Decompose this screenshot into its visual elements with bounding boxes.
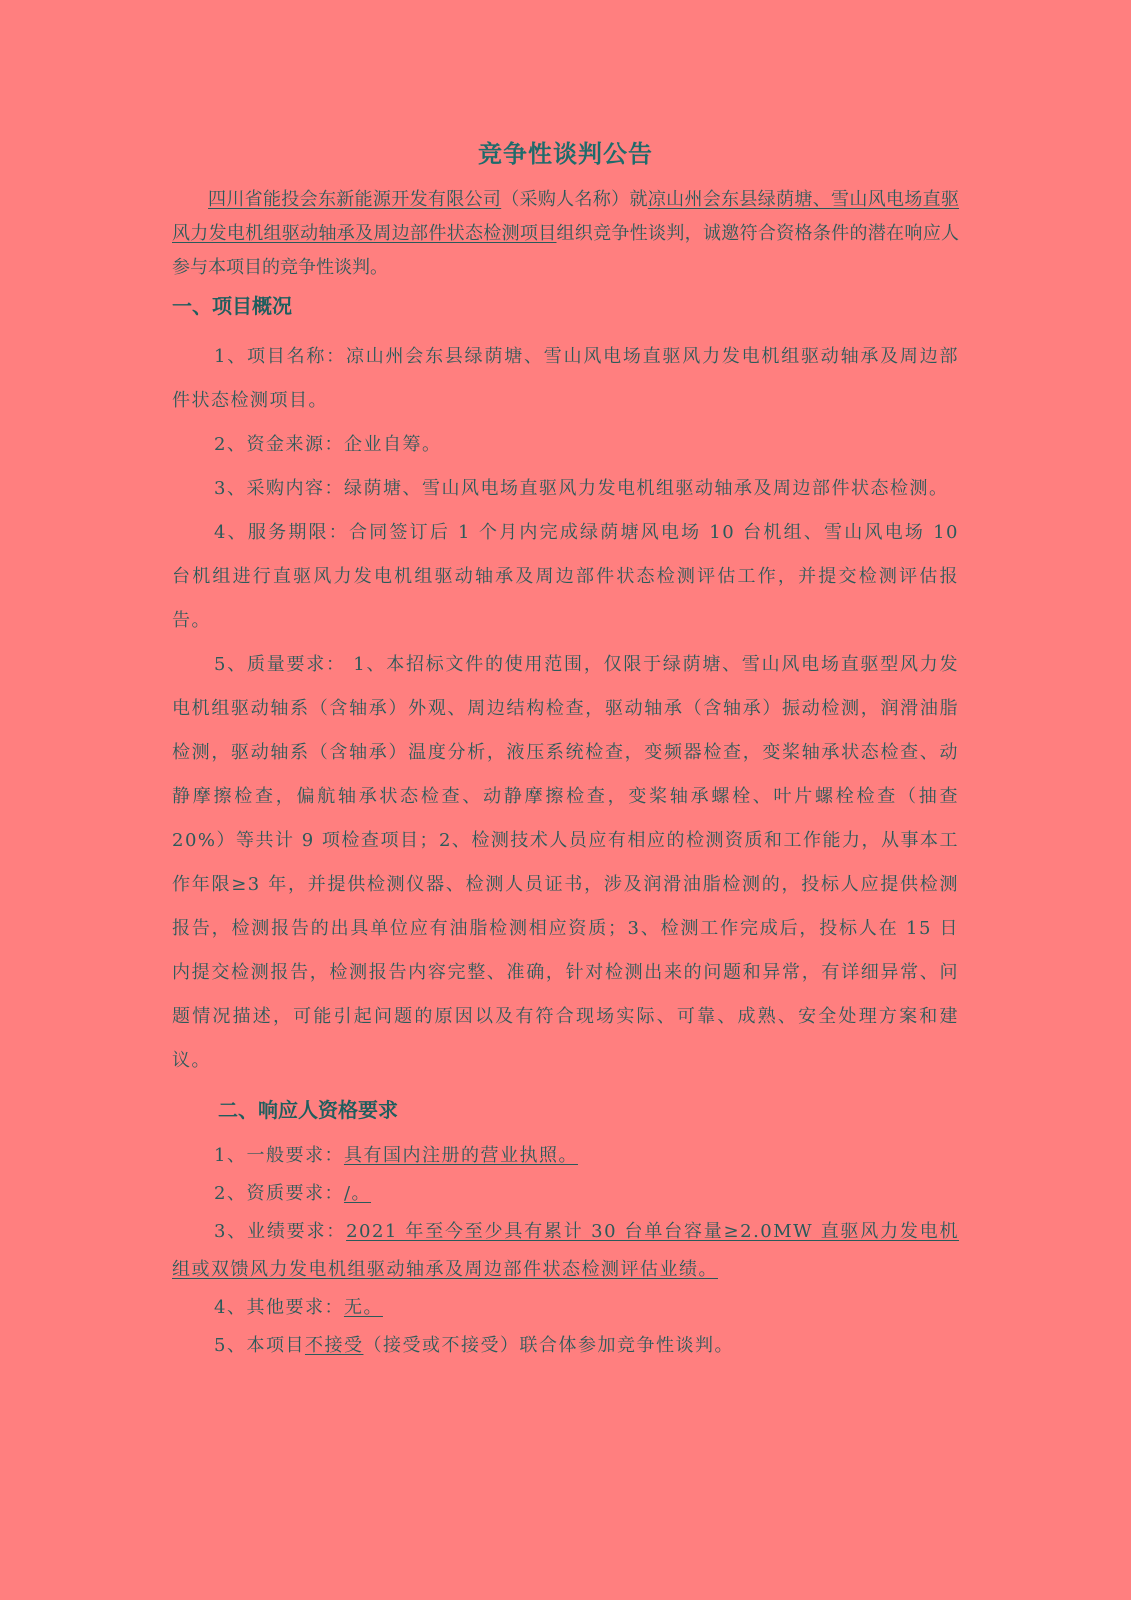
requirement-value: 具有国内注册的营业执照。 — [343, 1145, 578, 1166]
requirement-value: 不接受 — [304, 1335, 364, 1356]
purchaser-note: （采购人名称） — [501, 189, 630, 210]
intro-text-a: 就 — [629, 189, 648, 210]
project-name: 凉山州会东县绿荫塘、雪山风电场直驱风力发电机组驱动轴承及周边部件状态检测项目 — [172, 189, 960, 244]
requirement-label: 4、其他要求： — [214, 1297, 344, 1318]
requirement-label: 2、资质要求： — [214, 1183, 344, 1204]
requirement-label: 5、本项目 — [214, 1335, 305, 1356]
requirement-value: 无。 — [343, 1297, 383, 1318]
intro-text-b: 组织竞争性谈判，诚邀符合资格条件的潜在响应人参与本项目的竞争性谈判。 — [172, 223, 959, 278]
section-heading-overview: 一、项目概况 — [172, 294, 292, 318]
overview-item: 1、项目名称：凉山州会东县绿荫塘、雪山风电场直驱风力发电机组驱动轴承及周边部件状态检测项目。 — [172, 346, 959, 411]
overview-item: 2、资金来源：企业自筹。 — [214, 434, 442, 455]
requirement-value: /。 — [343, 1183, 372, 1204]
requirement-label: 1、一般要求： — [214, 1145, 344, 1166]
requirement-label: 3、业绩要求： — [214, 1221, 347, 1242]
requirement-value: 2021 年至今至少具有累计 30 台单台容量≥2.0MW 直驱风力发电机组或双馈风力发电机组驱动轴承及周边部件状态检测评估业绩。 — [172, 1221, 959, 1280]
overview-item: 5、质量要求： 1、本招标文件的使用范围，仅限于绿荫塘、雪山风电场直驱型风力发电机组驱动轴系（含轴承）外观、周边结构检查，驱动轴承（含轴承）振动检测，润滑油脂检测，驱动轴系（含轴承）温度分析，液压系统检查，变频器检查，变桨轴承状态检查、动静摩擦检查，偏航轴承状态检查、动静摩擦检查，变桨轴承螺栓、叶片螺栓检查（抽查 20%）等共计 9 项检查项目；2、检测技术人员应有相应的检测资质和工作能力，从事本工作年限≥3 年，并提供检测仪器、检测人员证书，涉及润滑油脂检测的，投标人应提供检测报告，检测报告的出具单位应有油脂检测相应资质；3、检测工作完成后，投标人在 15 日内提交检测报告，检测报告内容完整、准确，针对检测出来的问题和异常，有详细异常、问题情况描述，可能引起问题的原因以及有符合现场实际、可靠、成熟、安全处理方案和建议。 — [172, 654, 959, 1071]
requirement-item — [172, 1137, 959, 1175]
requirement-item — [172, 1327, 959, 1365]
overview-item: 4、服务期限：合同签订后 1 个月内完成绿荫塘风电场 10 台机组、雪山风电场 10 台机组进行直驱风力发电机组驱动轴承及周边部件状态检测评估工作，并提交检测评估报告。 — [172, 522, 959, 631]
requirement-item — [172, 1213, 959, 1289]
page-title: 竞争性谈判公告 — [478, 140, 653, 168]
intro-paragraph — [172, 183, 959, 285]
requirement-item — [172, 1175, 959, 1213]
section-heading-qualification: 二、响应人资格要求 — [218, 1098, 398, 1122]
overview-item: 3、采购内容：绿荫塘、雪山风电场直驱风力发电机组驱动轴承及周边部件状态检测。 — [214, 478, 949, 499]
requirement-item — [172, 1289, 959, 1327]
requirement-tail: （接受或不接受）联合体参加竞争性谈判。 — [363, 1335, 734, 1356]
purchaser-name: 四川省能投会东新能源开发有限公司 — [208, 189, 502, 210]
